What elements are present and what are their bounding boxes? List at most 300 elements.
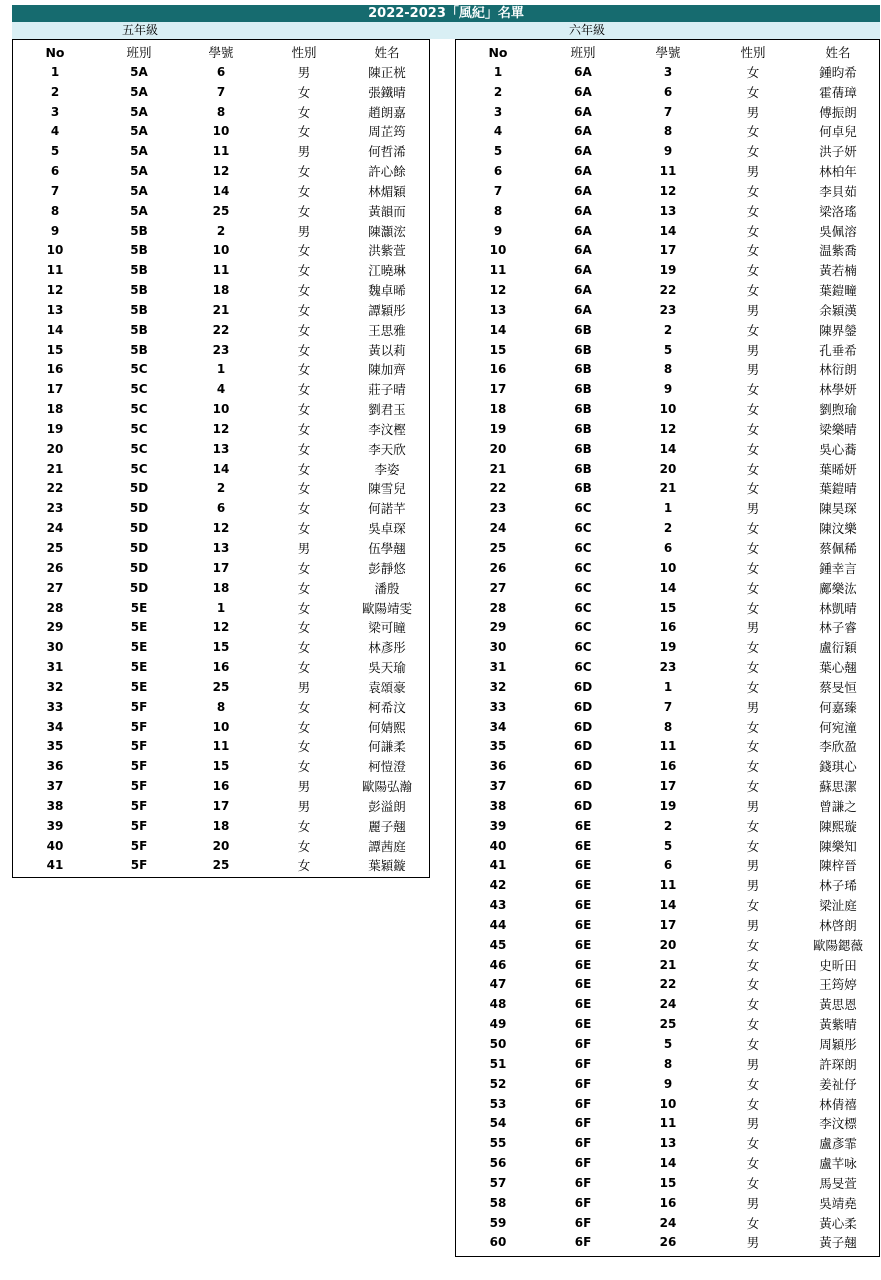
- cell-student-number: 18: [212, 818, 230, 833]
- cell-gender: 女: [297, 699, 311, 715]
- cell-class: 5F: [130, 838, 148, 853]
- cell-student-number: 19: [659, 798, 677, 813]
- cell-gender: 女: [297, 521, 311, 537]
- cell-name: 陳正桄: [368, 64, 406, 80]
- cell-name: 李貝茹: [819, 183, 857, 199]
- cell-gender: 女: [297, 183, 311, 199]
- cell-student-number: 10: [212, 719, 230, 734]
- cell-name: 江曉琳: [368, 263, 406, 279]
- cell-gender: 女: [746, 640, 760, 656]
- cell-class: 6F: [574, 1156, 592, 1171]
- cell-name: 温紫喬: [819, 243, 857, 259]
- cell-name: 彭溢朗: [368, 798, 406, 814]
- cell-no: 17: [489, 382, 507, 397]
- cell-gender: 男: [746, 501, 760, 517]
- cell-name: 林柏年: [819, 164, 857, 180]
- column-header-name: 姓名: [825, 45, 851, 60]
- cell-class: 5D: [129, 481, 149, 496]
- page-title: 2022-2023「風紀」名單: [12, 5, 880, 22]
- cell-gender: 女: [297, 342, 311, 358]
- cell-name: 歐陽弘瀚: [361, 779, 412, 795]
- cell-no: 15: [46, 342, 64, 357]
- cell-gender: 女: [746, 84, 760, 100]
- cell-gender: 女: [297, 302, 311, 318]
- grade-label-right: 六年級: [569, 23, 606, 37]
- cell-class: 6E: [574, 1017, 592, 1032]
- cell-no: 53: [489, 1096, 507, 1111]
- cell-class: 6A: [574, 144, 592, 159]
- cell-no: 54: [489, 1116, 507, 1131]
- cell-gender: 女: [297, 640, 311, 656]
- cell-name: 柯愷澄: [368, 759, 406, 775]
- cell-name: 譚茜庭: [368, 838, 406, 854]
- cell-student-number: 12: [212, 521, 230, 536]
- cell-student-number: 11: [659, 164, 677, 179]
- cell-no: 16: [489, 362, 507, 377]
- cell-class: 6E: [574, 957, 592, 972]
- cell-name: 劉君玉: [368, 402, 406, 418]
- cell-student-number: 10: [212, 124, 230, 139]
- cell-name: 吳佩溶: [819, 223, 857, 239]
- cell-student-number: 11: [659, 739, 677, 754]
- cell-student-number: 15: [212, 640, 230, 655]
- cell-gender: 男: [746, 917, 760, 933]
- cell-gender: 女: [297, 858, 311, 874]
- cell-gender: 女: [746, 1017, 760, 1033]
- cell-student-number: 20: [659, 937, 677, 952]
- cell-class: 5D: [129, 501, 149, 516]
- cell-student-number: 5: [663, 838, 673, 853]
- cell-no: 18: [46, 402, 64, 417]
- cell-gender: 女: [297, 382, 311, 398]
- cell-class: 5A: [130, 104, 148, 119]
- cell-name: 許心餘: [368, 164, 406, 180]
- cell-no: 29: [46, 620, 64, 635]
- cell-student-number: 17: [659, 779, 677, 794]
- cell-student-number: 16: [659, 759, 677, 774]
- cell-class: 6D: [573, 759, 593, 774]
- cell-name: 李天欣: [368, 441, 406, 457]
- column-header-no: No: [488, 45, 508, 60]
- cell-no: 57: [489, 1175, 507, 1190]
- cell-no: 17: [46, 382, 64, 397]
- cell-class: 5B: [130, 302, 148, 317]
- cell-class: 6B: [574, 342, 592, 357]
- cell-gender: 女: [746, 203, 760, 219]
- cell-name: 葉鎧疃: [819, 283, 857, 299]
- cell-class: 5F: [130, 699, 148, 714]
- cell-no: 23: [46, 501, 64, 516]
- cell-student-number: 11: [212, 144, 230, 159]
- cell-no: 32: [46, 679, 64, 694]
- column-header-gender: 性別: [291, 45, 317, 60]
- cell-gender: 女: [297, 481, 311, 497]
- cell-name: 歐陽鍶薇: [812, 937, 863, 953]
- cell-student-number: 14: [212, 183, 230, 198]
- cell-gender: 男: [746, 798, 760, 814]
- cell-name: 姜祉伃: [819, 1076, 857, 1092]
- cell-gender: 女: [297, 283, 311, 299]
- cell-gender: 女: [746, 779, 760, 795]
- cell-class: 5B: [130, 263, 148, 278]
- column-header-name: 姓名: [374, 45, 400, 60]
- cell-student-number: 14: [212, 461, 230, 476]
- cell-student-number: 25: [212, 203, 230, 218]
- cell-gender: 女: [746, 183, 760, 199]
- cell-name: 梁可瞳: [368, 620, 406, 636]
- cell-gender: 女: [297, 104, 311, 120]
- cell-student-number: 10: [659, 1096, 677, 1111]
- cell-student-number: 2: [216, 223, 226, 238]
- cell-gender: 女: [746, 421, 760, 437]
- cell-class: 6D: [573, 739, 593, 754]
- cell-gender: 男: [746, 858, 760, 874]
- cell-no: 21: [489, 461, 507, 476]
- cell-gender: 女: [746, 1096, 760, 1112]
- cell-student-number: 13: [212, 541, 230, 555]
- cell-name: 陳樂知: [819, 838, 857, 854]
- cell-name: 何宛潼: [819, 719, 857, 735]
- cell-gender: 女: [297, 362, 311, 378]
- cell-student-number: 10: [212, 402, 230, 417]
- cell-student-number: 5: [663, 342, 673, 357]
- cell-gender: 女: [297, 421, 311, 437]
- cell-name: 王筠婷: [819, 977, 857, 993]
- cell-student-number: 4: [216, 382, 226, 397]
- cell-name: 何諾芊: [368, 501, 406, 517]
- cell-name: 劉煦瑜: [819, 402, 857, 418]
- cell-gender: 女: [746, 402, 760, 418]
- cell-class: 6E: [574, 898, 592, 913]
- cell-class: 6E: [574, 878, 592, 893]
- cell-gender: 女: [297, 580, 311, 596]
- cell-student-number: 23: [212, 342, 230, 357]
- cell-class: 6E: [574, 818, 592, 833]
- cell-class: 6C: [574, 580, 592, 595]
- cell-no: 29: [489, 620, 507, 635]
- cell-name: 林子睿: [819, 620, 857, 636]
- cell-gender: 女: [746, 541, 760, 556]
- cell-student-number: 8: [663, 1056, 673, 1071]
- cell-class: 6A: [574, 203, 592, 218]
- cell-no: 4: [50, 124, 60, 139]
- cell-student-number: 12: [659, 183, 677, 198]
- cell-student-number: 5: [663, 1037, 673, 1051]
- cell-name: 李欣盈: [819, 739, 857, 755]
- grade-header-left: [12, 22, 455, 39]
- cell-class: 6F: [574, 1136, 592, 1151]
- cell-gender: 男: [746, 1195, 760, 1211]
- cell-student-number: 12: [212, 421, 230, 436]
- cell-no: 27: [489, 580, 507, 595]
- cell-gender: 女: [746, 997, 760, 1013]
- cell-student-number: 17: [659, 243, 677, 258]
- cell-no: 33: [46, 699, 64, 714]
- cell-gender: 女: [746, 1215, 760, 1231]
- cell-class: 6A: [574, 243, 592, 258]
- cell-class: 6C: [574, 600, 592, 615]
- cell-student-number: 24: [659, 997, 677, 1012]
- cell-no: 45: [489, 937, 507, 952]
- cell-gender: 女: [297, 620, 311, 636]
- cell-student-number: 10: [659, 402, 677, 417]
- cell-name: 蔡佩稀: [819, 541, 857, 556]
- cell-no: 39: [46, 818, 64, 833]
- cell-student-number: 3: [663, 64, 673, 79]
- cell-no: 51: [489, 1056, 507, 1071]
- cell-class: 5C: [130, 362, 148, 377]
- cell-no: 36: [489, 759, 507, 774]
- cell-student-number: 1: [663, 501, 673, 516]
- cell-name: 黃韻而: [368, 203, 406, 219]
- cell-no: 10: [489, 243, 507, 258]
- cell-class: 5C: [130, 441, 148, 456]
- cell-student-number: 20: [212, 838, 230, 853]
- cell-no: 15: [489, 342, 507, 357]
- cell-gender: 男: [297, 64, 311, 80]
- cell-name: 傅振朗: [819, 104, 857, 120]
- cell-gender: 男: [746, 302, 760, 318]
- cell-class: 5A: [130, 164, 148, 179]
- cell-no: 14: [46, 322, 64, 337]
- cell-gender: 女: [297, 818, 311, 834]
- cell-gender: 女: [297, 461, 311, 477]
- cell-no: 39: [489, 818, 507, 833]
- cell-gender: 女: [746, 937, 760, 953]
- cell-gender: 女: [746, 600, 760, 616]
- cell-gender: 男: [746, 699, 760, 715]
- cell-student-number: 21: [659, 957, 677, 972]
- cell-student-number: 2: [663, 322, 673, 337]
- cell-class: 5B: [130, 223, 148, 238]
- cell-student-number: 2: [663, 521, 673, 536]
- cell-name: 陳熙璇: [819, 818, 857, 834]
- cell-student-number: 14: [659, 223, 677, 238]
- cell-no: 3: [493, 104, 503, 119]
- cell-class: 5C: [130, 402, 148, 417]
- cell-student-number: 25: [212, 858, 230, 873]
- cell-gender: 女: [746, 977, 760, 993]
- cell-name: 李汶樫: [368, 421, 406, 437]
- cell-class: 6E: [574, 937, 592, 952]
- cell-no: 9: [493, 223, 503, 238]
- cell-name: 梁沚庭: [819, 898, 857, 914]
- cell-class: 5B: [130, 283, 148, 298]
- cell-gender: 女: [297, 759, 311, 775]
- cell-class: 5E: [130, 660, 148, 675]
- cell-class: 6B: [574, 382, 592, 397]
- cell-class: 6E: [574, 977, 592, 992]
- cell-no: 46: [489, 957, 507, 972]
- cell-gender: 女: [746, 441, 760, 457]
- cell-gender: 女: [746, 818, 760, 834]
- cell-class: 6F: [574, 1096, 592, 1111]
- cell-no: 36: [46, 759, 64, 774]
- cell-gender: 女: [746, 64, 760, 80]
- cell-student-number: 10: [212, 243, 230, 258]
- cell-class: 6C: [574, 640, 592, 655]
- cell-no: 11: [46, 263, 64, 278]
- cell-student-number: 11: [659, 1116, 677, 1131]
- cell-gender: 女: [746, 560, 760, 576]
- cell-name: 吳天瑜: [368, 660, 406, 676]
- cell-gender: 女: [297, 322, 311, 338]
- cell-name: 王思雅: [368, 322, 406, 338]
- cell-no: 42: [489, 878, 507, 893]
- cell-gender: 女: [297, 263, 311, 279]
- cell-class: 5A: [130, 144, 148, 159]
- cell-no: 25: [489, 541, 507, 555]
- cell-gender: 女: [297, 838, 311, 854]
- cell-class: 5C: [130, 461, 148, 476]
- cell-no: 48: [489, 997, 507, 1012]
- cell-class: 6A: [574, 283, 592, 298]
- cell-class: 6A: [574, 104, 592, 119]
- cell-no: 32: [489, 679, 507, 694]
- cell-student-number: 23: [659, 302, 677, 317]
- cell-gender: 男: [746, 1235, 760, 1251]
- cell-no: 14: [489, 322, 507, 337]
- cell-student-number: 1: [216, 362, 226, 377]
- cell-student-number: 14: [659, 1156, 677, 1171]
- cell-student-number: 6: [216, 501, 226, 516]
- cell-gender: 女: [746, 1076, 760, 1092]
- cell-name: 林彥彤: [368, 640, 406, 656]
- cell-name: 林凱晴: [819, 600, 857, 616]
- cell-class: 5A: [130, 203, 148, 218]
- cell-gender: 男: [297, 679, 311, 695]
- cell-class: 5A: [130, 183, 148, 198]
- cell-no: 23: [489, 501, 507, 516]
- cell-student-number: 21: [212, 302, 230, 317]
- cell-student-number: 16: [212, 779, 230, 794]
- cell-gender: 女: [746, 1037, 760, 1052]
- cell-gender: 女: [746, 243, 760, 259]
- cell-gender: 男: [297, 798, 311, 814]
- cell-gender: 女: [746, 1136, 760, 1152]
- cell-student-number: 14: [659, 898, 677, 913]
- cell-student-number: 17: [659, 917, 677, 932]
- cell-name: 吳靖堯: [819, 1195, 857, 1211]
- cell-no: 37: [46, 779, 64, 794]
- cell-class: 6D: [573, 719, 593, 734]
- cell-student-number: 7: [663, 104, 673, 119]
- cell-gender: 男: [297, 779, 311, 795]
- cell-student-number: 21: [659, 481, 677, 496]
- cell-student-number: 7: [663, 699, 673, 714]
- cell-gender: 女: [746, 124, 760, 140]
- cell-student-number: 9: [663, 1076, 673, 1091]
- column-header-student-number: 學號: [208, 45, 234, 60]
- cell-student-number: 16: [659, 620, 677, 635]
- cell-class: 6F: [574, 1076, 592, 1091]
- cell-class: 6B: [574, 461, 592, 476]
- cell-class: 6C: [574, 560, 592, 575]
- cell-student-number: 22: [659, 977, 677, 992]
- cell-no: 22: [489, 481, 507, 496]
- cell-class: 6B: [574, 441, 592, 456]
- cell-name: 李汶標: [819, 1116, 857, 1132]
- cell-gender: 女: [746, 521, 760, 537]
- cell-no: 5: [50, 144, 60, 159]
- cell-no: 34: [46, 719, 64, 734]
- cell-gender: 女: [297, 739, 311, 755]
- cell-name: 林學妍: [819, 382, 857, 398]
- cell-no: 37: [489, 779, 507, 794]
- cell-no: 11: [489, 263, 507, 278]
- cell-name: 盧彥霏: [819, 1136, 857, 1152]
- cell-class: 6F: [574, 1235, 592, 1250]
- cell-class: 6A: [574, 263, 592, 278]
- cell-no: 13: [46, 302, 64, 317]
- cell-class: 5C: [130, 382, 148, 397]
- cell-no: 31: [489, 660, 507, 675]
- cell-class: 6C: [574, 660, 592, 675]
- cell-class: 6A: [574, 164, 592, 179]
- cell-no: 4: [493, 124, 503, 139]
- cell-name: 葉鎧晴: [819, 481, 857, 497]
- cell-class: 6A: [574, 302, 592, 317]
- cell-name: 黃紫晴: [819, 1017, 857, 1033]
- cell-class: 5F: [130, 798, 148, 813]
- cell-class: 5F: [130, 759, 148, 774]
- cell-no: 12: [489, 283, 507, 298]
- cell-name: 陳梓晉: [819, 858, 857, 874]
- cell-class: 6F: [574, 1175, 592, 1190]
- cell-gender: 女: [297, 84, 311, 100]
- cell-class: 6C: [574, 501, 592, 516]
- cell-no: 19: [489, 421, 507, 436]
- cell-student-number: 8: [216, 699, 226, 714]
- cell-gender: 女: [746, 283, 760, 299]
- cell-class: 6D: [573, 779, 593, 794]
- cell-student-number: 22: [659, 283, 677, 298]
- cell-class: 6B: [574, 322, 592, 337]
- cell-gender: 女: [746, 739, 760, 755]
- cell-name: 陳汶樂: [819, 521, 857, 537]
- cell-no: 55: [489, 1136, 507, 1151]
- cell-no: 7: [50, 183, 60, 198]
- cell-no: 28: [46, 600, 64, 615]
- cell-name: 何婧熙: [368, 719, 406, 735]
- cell-no: 59: [489, 1215, 507, 1230]
- cell-gender: 男: [297, 223, 311, 239]
- cell-class: 6C: [574, 541, 592, 555]
- cell-student-number: 18: [212, 580, 230, 595]
- cell-no: 8: [50, 203, 60, 218]
- cell-student-number: 19: [659, 263, 677, 278]
- cell-no: 38: [489, 798, 507, 813]
- cell-gender: 女: [746, 1175, 760, 1191]
- cell-student-number: 1: [216, 600, 226, 615]
- cell-class: 6E: [574, 917, 592, 932]
- cell-student-number: 2: [663, 818, 673, 833]
- cell-class: 5D: [129, 580, 149, 595]
- cell-student-number: 13: [212, 441, 230, 456]
- cell-student-number: 8: [663, 124, 673, 139]
- cell-name: 陳昊琛: [819, 501, 857, 517]
- cell-student-number: 15: [212, 759, 230, 774]
- cell-gender: 女: [746, 481, 760, 497]
- cell-name: 陳雪兒: [368, 481, 406, 497]
- cell-student-number: 1: [663, 679, 673, 694]
- cell-no: 6: [493, 164, 503, 179]
- cell-name: 吳卓琛: [368, 521, 406, 537]
- cell-no: 35: [46, 739, 64, 754]
- cell-name: 何謙柔: [368, 739, 406, 755]
- cell-class: 6A: [574, 124, 592, 139]
- cell-no: 44: [489, 917, 507, 932]
